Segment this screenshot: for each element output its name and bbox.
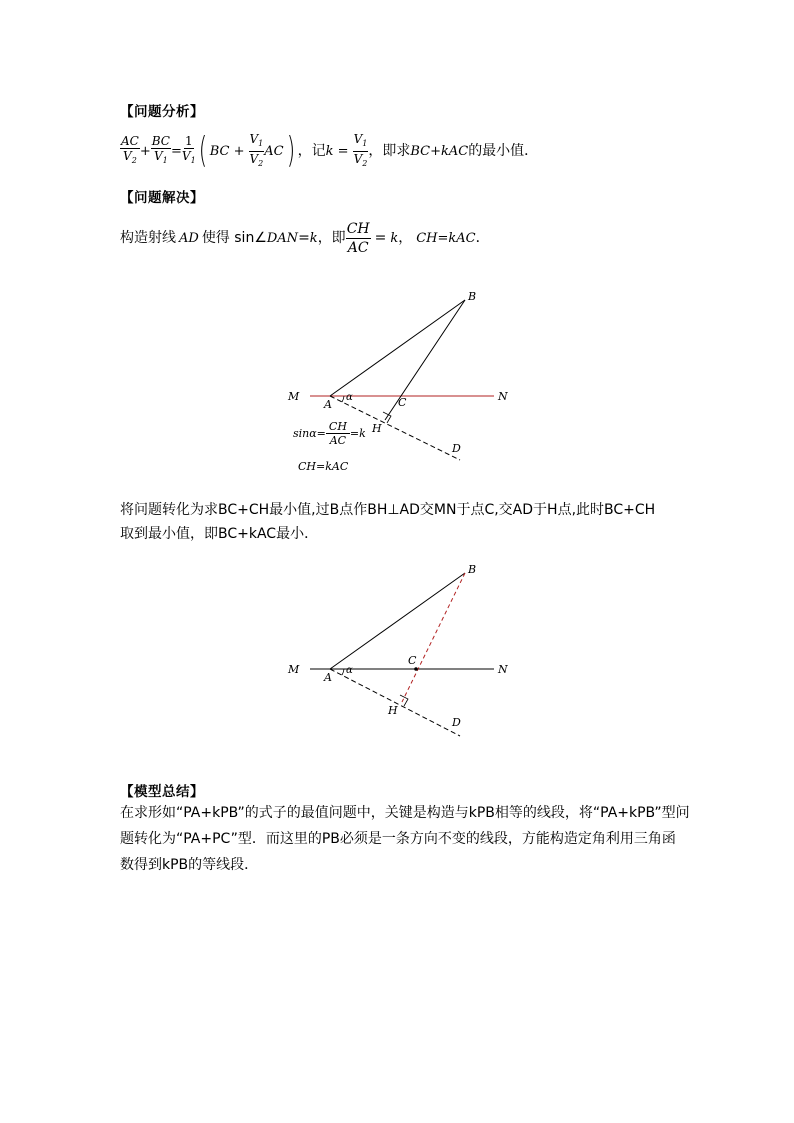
k-equals: k = — [325, 143, 349, 159]
angle-arc — [342, 396, 344, 402]
plus-sign: + — [139, 143, 151, 159]
fraction-1-v1: $\frac{1}{V_1}$ — [181, 134, 196, 165]
equals-sign: = — [171, 143, 182, 159]
label-n: N — [498, 390, 508, 403]
label-a: A — [324, 398, 332, 411]
label-c: C — [408, 654, 417, 667]
figure-1-formula: sinα= $\frac{CH}{AC}$ =k — [293, 419, 366, 447]
label-n: N — [498, 663, 508, 676]
label-alpha: α — [346, 665, 353, 676]
label-b: B — [468, 563, 477, 576]
fraction-ch-ac: $\frac{CH}{AC}$ — [346, 220, 370, 256]
segment-bh-dashed — [402, 573, 465, 702]
left-paren: ( — [198, 130, 207, 171]
inner-right: AC — [264, 143, 284, 159]
figure-2 — [280, 556, 520, 746]
note-suffix-2: 的最小值． — [468, 143, 539, 159]
note-prefix: ，记 — [297, 143, 326, 159]
right-angle-mark — [400, 695, 408, 706]
solution-line-1: 构造射线 AD 使得 sin∠ DAN = k ，即 $\frac{CH}{AC}$ = k ， CH=kAC ． — [120, 220, 490, 256]
right-paren: ) — [286, 130, 295, 171]
label-d: D — [452, 442, 461, 455]
fraction-v1-v2: $\frac{V_1}{V_2}$ — [249, 131, 264, 168]
fraction-ac-v2: $\frac{AC}{V_2}$ — [121, 134, 139, 165]
label-alpha: α — [346, 392, 353, 403]
segment-ab — [330, 300, 465, 396]
label-a: A — [324, 671, 332, 684]
solution-heading: 【问题解决】 — [120, 190, 204, 206]
label-b: B — [468, 290, 477, 303]
analysis-formula — [120, 130, 538, 172]
fraction-bc-v1: $\frac{BC}{V_1}$ — [151, 134, 170, 165]
solution-paragraph-line-2: 取到最小值，即BC+kAC最小． — [120, 526, 319, 542]
label-h: H — [388, 704, 398, 717]
segment-bh — [385, 300, 465, 420]
summary-line-3: 数得到kPB的等线段． — [120, 857, 259, 873]
solution-paragraph-line-1: 将问题转化为求BC+CH最小值,过B点作BH⊥AD交MN于点C,交AD于H点,此时BC+CH — [120, 502, 656, 518]
figure-1 — [280, 282, 520, 482]
label-m: M — [288, 390, 300, 403]
segment-ab — [330, 573, 465, 669]
fraction-k: $\frac{V_1}{V_2}$ — [353, 131, 368, 168]
inner-left: BC + — [209, 143, 245, 159]
label-d: D — [452, 716, 461, 729]
note-suffix-1: ，即求 — [368, 143, 411, 159]
summary-heading: 【模型总结】 — [120, 784, 204, 800]
ray-ad — [330, 669, 460, 736]
point-c — [414, 667, 418, 671]
analysis-heading: 【问题分析】 — [120, 104, 204, 120]
angle-arc — [342, 669, 344, 675]
label-c: C — [398, 396, 407, 409]
summary-line-1: 在求形如“PA+kPB”的式子的最值问题中，关键是构造与kPB相等的线段，将“PA+kPB”型问 — [120, 805, 690, 821]
note-target: BC+kAC — [410, 143, 469, 159]
label-m: M — [288, 663, 300, 676]
label-h: H — [372, 422, 382, 435]
figure-1-formula-2: CH=kAC — [298, 460, 349, 473]
summary-line-2: 题转化为“PA+PC”型．而这里的PB必须是一条方向不变的线段，方能构造定角利用三角函 — [120, 831, 676, 847]
